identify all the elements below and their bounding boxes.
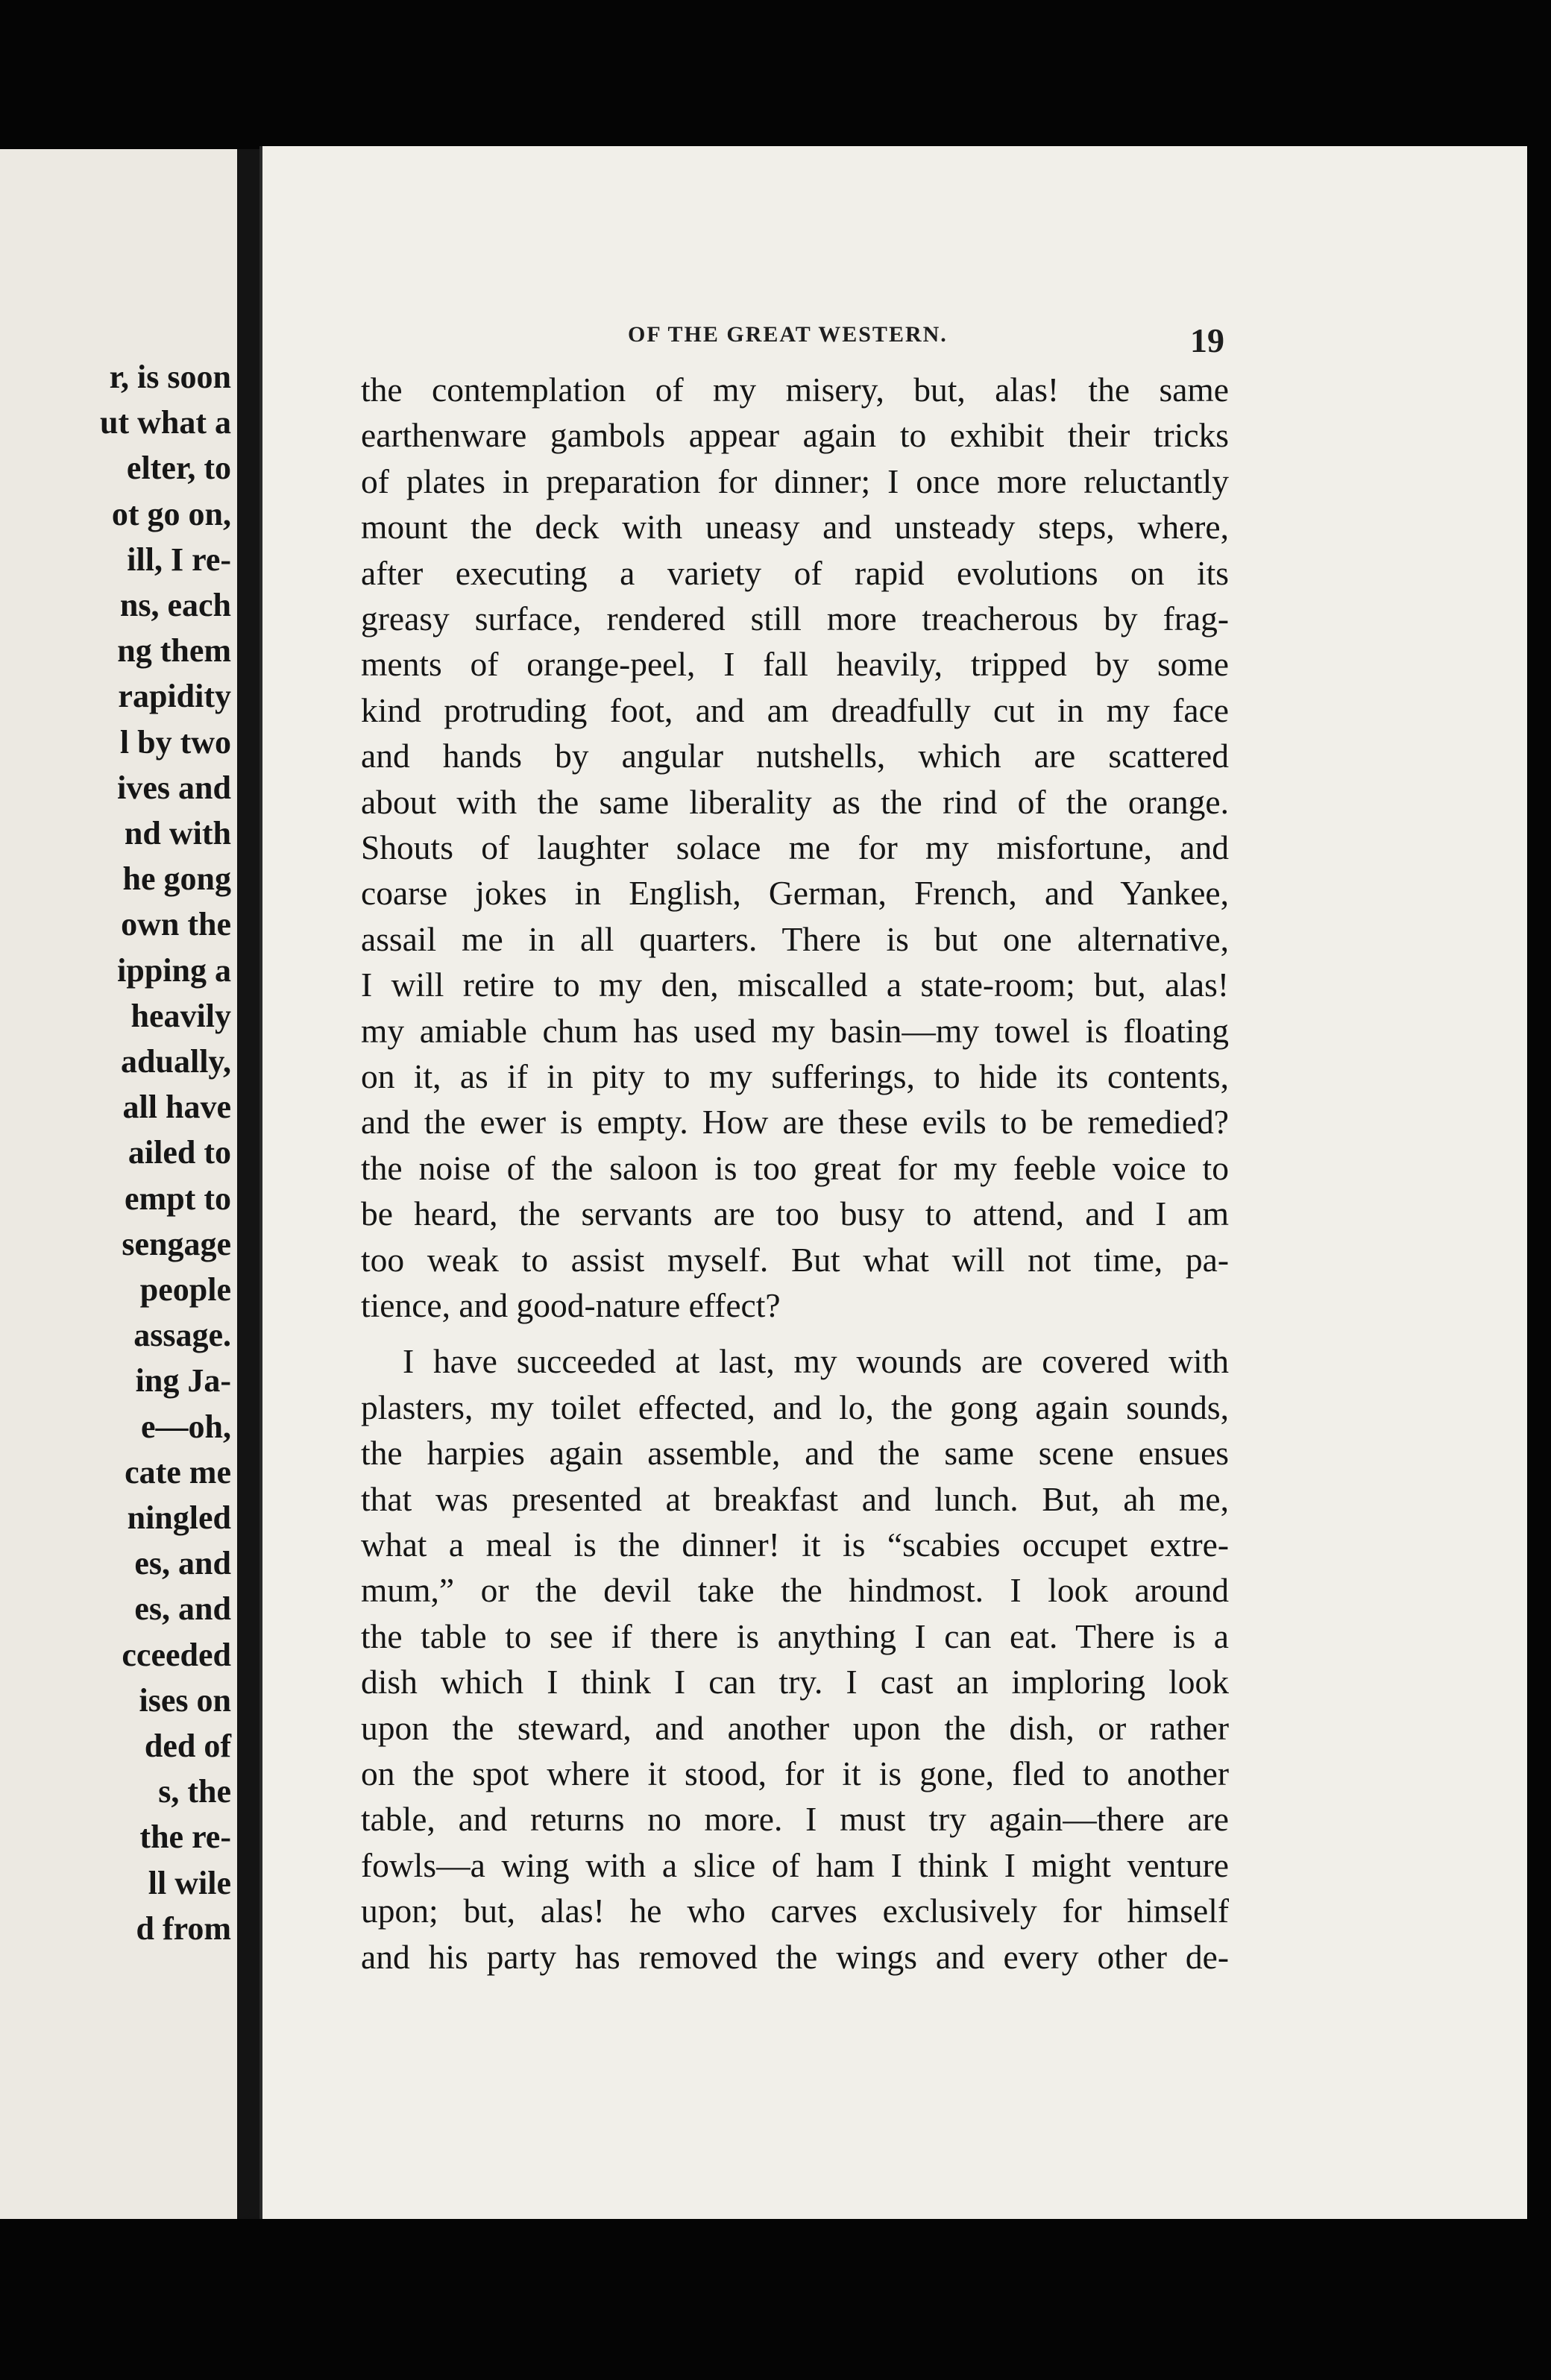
text-line: coarse jokes in English, German, French, and Yankee, [361, 874, 1229, 913]
left-page-line: ives and [117, 769, 231, 806]
left-page-line: rapidity [118, 678, 231, 715]
left-page-line: ot go on, [111, 495, 231, 532]
left-page-line: people [139, 1271, 231, 1308]
text-line: dish which I think I can try. I cast an imploring look [361, 1663, 1229, 1701]
text-line: the noise of the saloon is too great for my feeble voice to [361, 1148, 1229, 1187]
page-number: 19 [1190, 321, 1224, 359]
text-line: what a meal is the dinner! it is “scabies occupet extre- [361, 1526, 1229, 1564]
text-line: assail me in all quarters. There is but one alternative, [361, 919, 1229, 958]
text-line: after executing a variety of rapid evolutions on its [361, 553, 1229, 592]
left-page-line: assage. [133, 1317, 231, 1354]
text-line: I have succeeded at last, my wounds are covered with [403, 1342, 1229, 1381]
left-page-line: adually, [121, 1043, 231, 1080]
text-line: that was presented at breakfast and lunch. But, ah me, [361, 1479, 1229, 1518]
left-page-line: es, and [134, 1545, 231, 1582]
text-line: earthenware gambols appear again to exhibit their tricks [361, 416, 1229, 455]
text-line: upon; but, alas! he who carves exclusively for himself [361, 1892, 1229, 1930]
text-line: upon the steward, and another upon the dish, or rather [361, 1708, 1229, 1747]
text-line: mum,” or the devil take the hindmost. I look around [361, 1571, 1229, 1610]
text-line: ments of orange-peel, I fall heavily, tripped by some [361, 645, 1229, 684]
left-page-line: es, and [134, 1590, 231, 1628]
text-line: be heard, the servants are too busy to attend, and I am [361, 1194, 1229, 1233]
left-page-line: ing Ja- [135, 1362, 231, 1400]
text-line: too weak to assist myself. But what will not time, pa- [361, 1240, 1229, 1279]
text-line: I will retire to my den, miscalled a state-room; but, alas! [361, 966, 1229, 1004]
text-line: about with the same liberality as the rind of the orange. [361, 782, 1229, 821]
text-line: the contemplation of my misery, but, alas! the same [361, 371, 1229, 409]
left-page-line: he gong [122, 860, 231, 898]
left-page-line: l by two [119, 723, 231, 761]
text-line: my amiable chum has used my basin—my towel is floating [361, 1011, 1229, 1050]
book-gutter [237, 149, 259, 2219]
left-page-line: ailed to [128, 1134, 231, 1171]
text-line: mount the deck with uneasy and unsteady steps, where, [361, 508, 1229, 547]
text-line: the table to see if there is anything I can eat. There is a [361, 1616, 1229, 1655]
text-line: kind protruding foot, and am dreadfully cut in my face [361, 690, 1229, 729]
text-line: of plates in preparation for dinner; I once more reluctantly [361, 462, 1229, 500]
text-line: and hands by angular nutshells, which are scattered [361, 737, 1229, 775]
left-page-line: ll wile [148, 1864, 231, 1901]
left-page-line: elter, to [126, 450, 231, 487]
text-line: table, and returns no more. I must try again—there are [361, 1800, 1229, 1839]
text-line: on it, as if in pity to my sufferings, to hide its contents, [361, 1057, 1229, 1095]
text-line: and the ewer is empty. How are these evils to be remedied? [361, 1103, 1229, 1142]
left-page-line: empt to [125, 1180, 231, 1217]
text-line: plasters, my toilet effected, and lo, the gong again sounds, [361, 1388, 1229, 1426]
left-page-line: ipping a [117, 951, 231, 989]
left-page-line: all have [122, 1089, 231, 1126]
text-line: on the spot where it stood, for it is gone, fled to another [361, 1754, 1229, 1792]
left-page-line: cceeded [122, 1636, 231, 1673]
left-page-line: ises on [139, 1681, 231, 1719]
left-page-line: own the [121, 906, 231, 943]
left-page-line: nd with [124, 815, 231, 851]
text-line: and his party has removed the wings and every other de- [361, 1937, 1229, 1976]
text-line: greasy surface, rendered still more treacherous by frag- [361, 599, 1229, 638]
left-page-line: ut what a [99, 404, 231, 441]
left-page-line: heavily [130, 997, 231, 1034]
left-page-line: cate me [125, 1453, 231, 1490]
text-line: tience, and good-nature effect? [361, 1286, 781, 1324]
left-page-line: e—oh, [141, 1408, 231, 1445]
left-page-line: s, the [158, 1773, 231, 1810]
left-page-line: ningled [127, 1499, 231, 1536]
left-page-line: ns, each [119, 587, 231, 623]
running-header: OF THE GREAT WESTERN. [628, 322, 948, 347]
left-page-line: r, is soon [109, 359, 231, 395]
left-page-line: the re- [139, 1819, 231, 1856]
left-page-line: ng them [117, 632, 231, 670]
text-line: fowls—a wing with a slice of ham I think I might venture [361, 1845, 1229, 1884]
left-page [0, 149, 237, 2219]
text-line: Shouts of laughter solace me for my misfortune, and [361, 828, 1229, 866]
left-page-line: ded of [144, 1728, 231, 1764]
left-page-line: ill, I re- [127, 541, 231, 578]
left-page-line: d from [136, 1910, 231, 1947]
left-page-line: sengage [122, 1225, 231, 1262]
text-line: the harpies again assemble, and the same scene ensues [361, 1434, 1229, 1473]
